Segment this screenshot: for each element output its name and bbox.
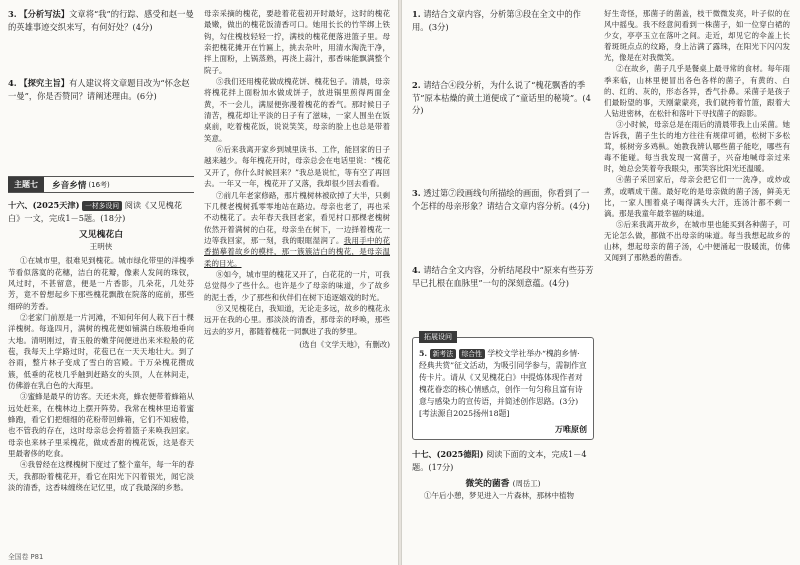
- topic-header: [8, 176, 194, 193]
- article2-title: 微笑的菌香 (周岳工): [465, 479, 541, 490]
- article2-para-4: ④菌子采回家后，母亲会把它们一一洗净，或炒或煮，或晒成干菌。最好吃的是母亲做的菌子汤，鲜美无比，一家人围着桌子喝得满头大汗，连汤汁都不剩一滴。那是我童年最幸福的味道。: [604, 175, 790, 218]
- article-source: (选自《文学天地》，有删改): [299, 339, 390, 349]
- underlined-sentence: 我用手中的花香描摹着故乡的模样，那一簇簇洁白的槐花，是母亲温柔的目光。: [204, 235, 391, 268]
- article-para-5: ⑤我们还用槐花做成槐花饼、槐花包子。清晨，母亲将槐花拌上面粉加水做成饼子，放进锅里煎得两面金黄，不一会儿，满屋便弥漫着槐花的香气。那时候日子清苦，槐花却让平淡的日子有了滋味，一家人围坐在饭桌前，吃着槐花饭，说说笑笑，母亲的脸上也总是带着笑意。: [204, 77, 390, 143]
- article-para-6: ⑥后来我离开家乡到城里读书、工作，能回家的日子越来越少。每年槐花开时，母亲总会在电话里说：“槐花又开了，你什么时候回来？”我总是说忙，等有空了再回去。一年又一年，槐花开了又落，我却很少回去看看。: [204, 145, 390, 189]
- article-para-9: ⑨又见槐花白，我知道，无论走多远，故乡的槐花永远开在我的心里。那淡淡的清香，那母亲的呼唤，那些远去的岁月，都随着槐花一同飘进了我的梦里。: [204, 303, 390, 336]
- article-para-2: ②老家门前原是一片河滩，不知何年何人栽下百十棵洋槐树。每逢四月，满树的槐花便如铺满白练般地垂向大地。清明刚过，青玉般的嫩芽间便迸出来米粒般的花苞，我每天上学路过时，花苞已在一天天地壮大。到了谷雨，整片林子变成了雪白的宫殿。于万朵槐花攒成簇，低垂的花枝几乎触到赶路女的头顶，人在林间走，仿佛游在乳白色的大海里。: [8, 312, 194, 390]
- question-16-header: 十六、(2025天津) 一材多设问 阅读《又见槐花白》一文，完成1－5题。(18分): [8, 200, 183, 223]
- rq-3: 3. 透过第⑦段画线句所描绘的画面，你看到了一个怎样的母亲形象？请结合文章内容分析。(4分): [412, 187, 590, 211]
- article-author: 王明侠: [89, 242, 113, 252]
- article-para-7: ⑦前几年老家修路，那片槐树林被砍掉了大半，只剩下几棵老槐树孤零零地站在路边。母亲也老了，再也采不动槐花了。去年春天我回老家，看见村口那棵老槐树依然开着满树的白花，母亲坐在树下，一边择着槐花一边等我回家，那一刻，我的眼眶湿润了。我用手中的花香描摹着故乡的模样，那一簇簇洁白的槐花，是母亲温柔的目光。: [204, 190, 391, 268]
- page-footer: 全国卷 P81: [8, 553, 44, 561]
- rq-1: 1. 请结合文章内容，分析第③段在全文中的作用。(3分): [412, 9, 581, 32]
- multi-question-badge: 一材多设问: [82, 201, 122, 211]
- article2-para-5: ⑤后来我离开故乡，在城市里也能买到各种菌子，可无论怎么做，都做不出母亲的味道。每当我想起故乡的山林，想起母亲的菌子汤，心中便涌起一股暖流，仿佛又闻到了那熟悉的菌香。: [604, 219, 790, 263]
- article2-para-1: ①午后小憩，梦见进入一片森林，那林中植物: [424, 491, 574, 501]
- article2-para-cont: 好生奇怪，那菌子的菌盖，枝干微微发亮，叶子似的在风中摇曳。我不经意间看到一株菌子，如一位穿白裙的少女，亭亭玉立在落叶之间。走近，却见它的伞盖上长着斑斑点点的纹路，身上沾满了露珠，在阳光下闪闪发光，像是在对我微笑。: [604, 9, 790, 63]
- left-column-2: [204, 8, 390, 357]
- extension-question-box: [412, 333, 594, 440]
- article-para-3: ③蜜蜂是最早的访客。天还未亮，蜂农便带着蜂箱从远处赶来，在槐林边上摆开阵势。我常在槐林里追着蜜蜂跑，看它们把细细的花粉带回蜂箱，它们不知疲倦，也不管我的存在，这时母亲总会挎着篮子来唤我回家。母亲也来林子里采槐花，做成香甜的槐花饭，这是春天里最奢侈的吃食。: [8, 392, 194, 459]
- extension-question: 5. 新考法 综合性 学校文学社举办“槐韵乡情·经典共赏”征文活动，为吸引同学参与，需制作宣传卡片。请从《又见槐花白》中提炼体现作者对槐花眷恋的核心情感点，创作一句匀称且富有诗意与感染力的宣传语，并简述创作思路。(3分)[考法源自2025扬州18题]: [419, 349, 587, 419]
- topic-title: 乡音乡情: [52, 180, 87, 191]
- right-column-2: [604, 8, 790, 263]
- brand-label: 万唯原创: [555, 425, 587, 435]
- topic-score: (16考): [88, 180, 110, 189]
- extension-tag: 拓展设问: [419, 331, 457, 343]
- article-para-1: ①在城市里，很难见到槐花。城市绿化带里的洋槐季节看似落寞的花穗，洁白的花瓣，像素人发间的珠钗，风过时，不甚留意，便是一片香影，几朵花，几处芬芳，竟不曾想起乡下那些槐花飘散在院落的庭前，那些细碎的芳香。: [8, 256, 194, 311]
- question-3: 3. 【分析写法】文章将“我”的行踪、感受和赵一曼的英雄事迹交织来写，有何好处？(4分): [8, 9, 194, 32]
- new-method-badge: 新考法: [430, 349, 456, 359]
- article2-para-3: ③小时候，母亲总是在雨后的清晨带我上山采菌。她告诉我，菌子生长的地方往往有规律可循，松树下多松茸，栎树旁多鸡枞。她教我辨认哪些菌子能吃，哪些有毒不能碰。每当我发现一窝菌子，兴奋地喊母亲过来时，她总会笑着夸我眼尖，那笑容比阳光还温暖。: [604, 119, 790, 174]
- rq-2: 2. 请结合④段分析，为什么说了“槐花飘香的季节”原本枯燥的黄土道便成了“童话里的秘境”。(4分): [412, 80, 591, 116]
- article-para-cont: 母亲采摘的槐花，要趁着花苞初开时最好，这时的槐花最嫩，做出的槐花饭清香可口。她用长长的竹竿绑上铁钩，勾住槐枝轻轻一拧，满枝的槐花便落进篮子里。母亲把槐花摊开在竹匾上，挑去杂叶，用清水淘洗干净，拌上面粉，上锅蒸熟，再浇上蒜汁，那香味能飘满整个院子。: [204, 9, 390, 75]
- topic-tag: 主题七: [8, 177, 44, 192]
- article-para-8: ⑧如今，城市里的槐花又开了，白花花的一片，可我总觉得少了些什么。也许是少了母亲的味道，少了故乡的泥土香，少了那些和伙伴们在树下追逐嬉戏的时光。: [204, 269, 390, 302]
- question-4: 4. 【探究主旨】有人建议将文章题目改为“怀念赵一曼”，你是否赞同？请阐述理由。(6分): [8, 78, 190, 101]
- right-page: [402, 0, 800, 565]
- comprehensive-badge: 综合性: [459, 349, 485, 359]
- question-17-header: 十七、(2025德阳) 阅读下面的文本，完成1－4题。(17分): [412, 449, 587, 472]
- right-column-1: [412, 8, 594, 502]
- left-page: [0, 0, 398, 565]
- article-title: 又见槐花白: [79, 230, 123, 241]
- rq-4: 4. 请结合全文内容，分析结尾段中“原来有些芬芳早已扎根在血脉里”一句的深刻意蕴。(4分): [412, 265, 594, 288]
- article2-para-2: ②在故乡，菌子几乎是餐桌上最寻常的食材。每年雨季来临，山林里便冒出各色各样的菌子，有黄的、白的、红的、灰的，形态各异，香气扑鼻。采菌子是孩子们最盼望的事，天刚蒙蒙亮，我们就挎着竹篮，跟着大人钻进密林，在松针和落叶下寻找菌子的踪影。: [604, 64, 790, 118]
- left-column-1: [8, 8, 194, 493]
- article-para-4: ④我曾经在这棵槐树下度过了整个童年，每一年的春天，我都盼着槐花开，看它在阳光下闪着银光，闻它淡淡的清香，这香味缠绕在记忆里，成了我最深的乡愁。: [8, 460, 194, 493]
